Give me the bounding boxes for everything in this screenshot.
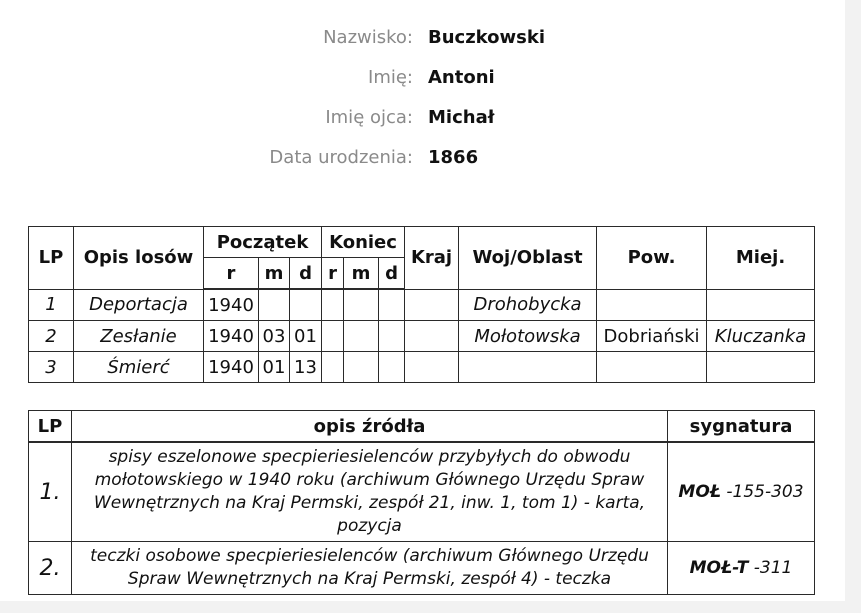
table-row [29,289,815,321]
fates-col-end-month: m [344,258,379,290]
fate-country [405,321,459,352]
fates-col-district: Pow. [597,227,707,290]
fate-region [459,352,597,383]
source-signature-suffix: -155-303 [721,482,804,502]
fate-description: Śmierć [74,352,204,383]
fate-country [405,352,459,383]
fates-col-region: Woj/Oblast [459,227,597,290]
first-name-row [0,66,845,90]
fates-col-end-year: r [322,258,344,290]
fate-region: Mołotowska [459,321,597,352]
surname-value: Buczkowski [428,27,546,48]
fate-lp: 3 [29,352,74,383]
fates-header-row [29,227,815,258]
source-signature-prefix: MOŁ [678,482,721,502]
fate-locality [707,352,815,383]
fate-end-month [344,352,379,383]
fate-start-day [290,289,322,321]
fate-locality [707,289,815,321]
table-row [29,442,815,542]
birth-date-value: 1866 [428,147,479,168]
source-description: spisy eszelonowe specpieriesielenców przybyłych do obwodu mołotowskiego w 1940 roku (archiwum Głównego Urzędu Spraw Wewnętrznych na Kraj Permski, zespół 21, inw. 1, tom 1) - karta, pozycja [72,442,668,542]
fate-end-month [344,321,379,352]
source-signature [668,542,815,595]
father-name-row [0,106,845,130]
fates-col-end: Koniec [322,227,405,258]
table-row [29,321,815,352]
source-lp: 1. [29,442,72,542]
sources-col-lp: LP [29,411,72,443]
birth-date-row [0,146,845,170]
fate-end-day [379,289,405,321]
source-lp: 2. [29,542,72,595]
fate-lp: 2 [29,321,74,352]
fate-end-year [322,321,344,352]
surname-row [0,26,845,50]
fate-lp: 1 [29,289,74,321]
fates-col-description: Opis losów [74,227,204,290]
fate-end-day [379,352,405,383]
fate-start-day: 13 [290,352,322,383]
fate-start-month: 01 [259,352,290,383]
fate-end-year [322,352,344,383]
fates-col-start-day: d [290,258,322,290]
source-signature-suffix: -311 [748,558,793,578]
fate-start-year: 1940 [204,352,259,383]
fate-locality: Kluczanka [707,321,815,352]
father-name-label: Imię ojca: [325,107,413,128]
source-signature [668,442,815,542]
fate-district: Dobriański [597,321,707,352]
fate-district [597,289,707,321]
sources-table [28,410,815,595]
fate-start-year: 1940 [204,289,259,321]
fate-country [405,289,459,321]
sources-col-description: opis źródła [72,411,668,443]
fate-region: Drohobycka [459,289,597,321]
fates-col-country: Kraj [405,227,459,290]
source-signature-prefix: MOŁ-T [689,558,749,578]
fate-district [597,352,707,383]
sources-header-row [29,411,815,443]
source-description: teczki osobowe specpieriesielenców (archiwum Głównego Urzędu Spraw Wewnętrznych na Kraj Permski, zespół 4) - teczka [72,542,668,595]
surname-label: Nazwisko: [323,27,413,48]
fate-start-month [259,289,290,321]
table-row [29,352,815,383]
birth-date-label: Data urodzenia: [269,147,413,168]
fate-end-year [322,289,344,321]
fates-col-start-year: r [204,258,259,290]
fate-start-year: 1940 [204,321,259,352]
fate-end-day [379,321,405,352]
sources-col-signature: sygnatura [668,411,815,443]
fates-col-start-month: m [259,258,290,290]
first-name-value: Antoni [428,67,495,88]
fate-description: Zesłanie [74,321,204,352]
first-name-label: Imię: [368,67,413,88]
fate-description: Deportacja [74,289,204,321]
fates-col-end-day: d [379,258,405,290]
fates-table [28,226,815,383]
fates-col-locality: Miej. [707,227,815,290]
fates-col-start: Początek [204,227,322,258]
fates-col-lp: LP [29,227,74,290]
fate-start-month: 03 [259,321,290,352]
fate-end-month [344,289,379,321]
fate-start-day: 01 [290,321,322,352]
father-name-value: Michał [428,107,495,128]
table-row [29,542,815,595]
